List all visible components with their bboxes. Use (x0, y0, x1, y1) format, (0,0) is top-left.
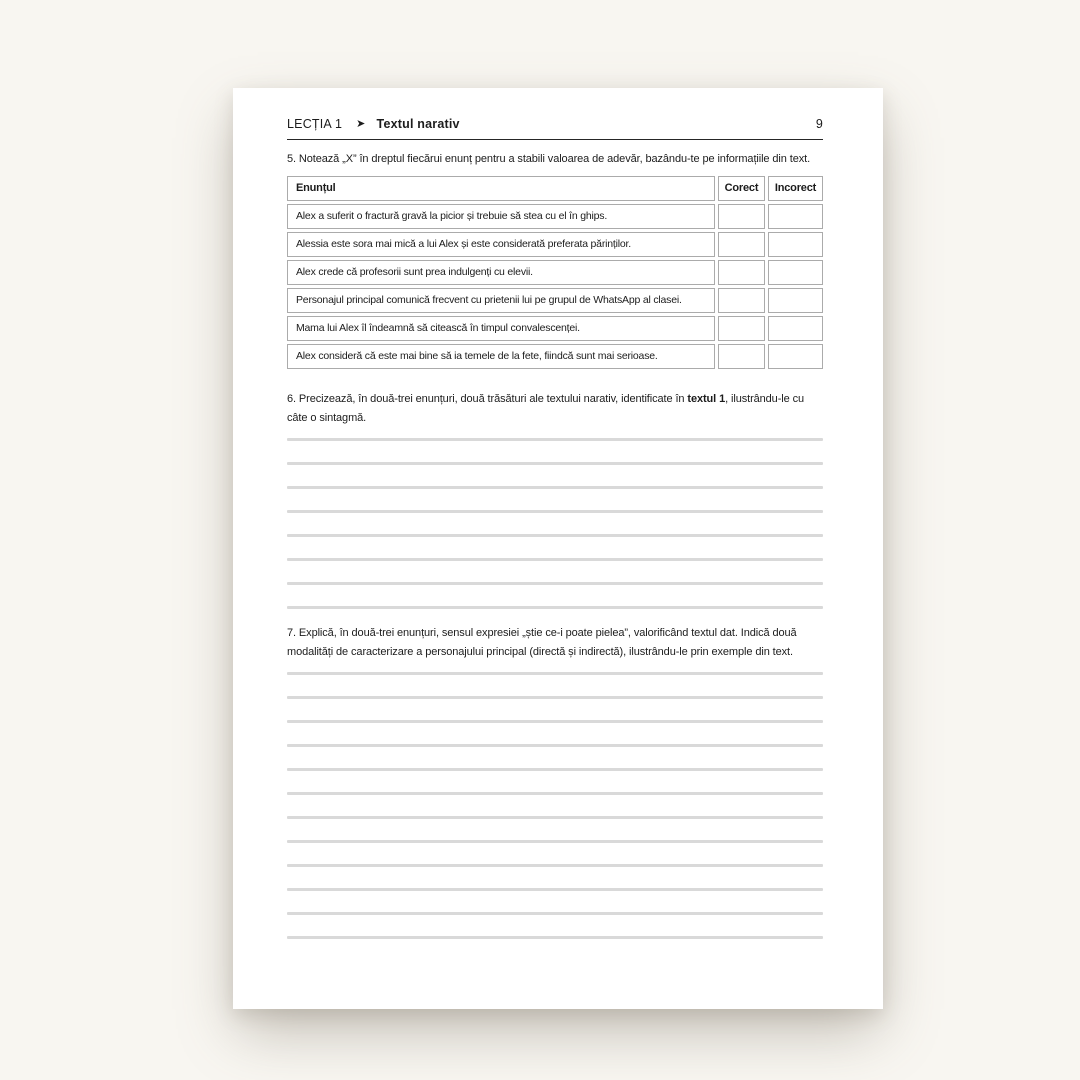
header-title: Textul narativ (376, 117, 460, 131)
incorect-answer-cell (768, 232, 823, 257)
answer-line (287, 720, 823, 723)
column-header-enunt: Enunțul (287, 176, 715, 201)
answer-line (287, 672, 823, 675)
statement-cell: Mama lui Alex îl îndeamnă să citească în timpul convalescenței. (287, 316, 715, 341)
answer-line (287, 768, 823, 771)
incorect-answer-cell (768, 316, 823, 341)
exercise-6-text-before: 6. Precizează, în două-trei enunțuri, două trăsături ale textului narativ, identificate în (287, 393, 688, 405)
answer-line (287, 582, 823, 585)
page-number: 9 (815, 117, 823, 131)
incorect-answer-cell (768, 288, 823, 313)
exercise-6-text-after: , ilustrându-le cu câte o sintagmă. (287, 393, 804, 424)
statement-cell: Alessia este sora mai mică a lui Alex și este considerată preferata părinților. (287, 232, 715, 257)
table-row (287, 344, 823, 369)
corect-answer-cell (718, 344, 765, 369)
answer-line (287, 792, 823, 795)
statement-cell: Alex consideră că este mai bine să ia temele de la fete, fiindcă sunt mai serioase. (287, 344, 715, 369)
statement-cell: Personajul principal comunică frecvent cu prietenii lui pe grupul de WhatsApp al clasei. (287, 288, 715, 313)
answer-line (287, 840, 823, 843)
answer-line (287, 558, 823, 561)
answer-line (287, 912, 823, 915)
answer-line (287, 864, 823, 867)
statement-cell: Alex a suferit o fractură gravă la picior și trebuie să stea cu el în ghips. (287, 204, 715, 229)
statements-table (284, 173, 826, 372)
table-row (287, 316, 823, 341)
lesson-label: LECȚIA 1 (287, 117, 343, 131)
answer-line (287, 510, 823, 513)
incorect-answer-cell (768, 204, 823, 229)
arrow-icon: ➤ (356, 117, 366, 130)
header-divider (287, 139, 823, 140)
document-page (233, 88, 883, 1009)
answer-line (287, 486, 823, 489)
answer-lines-exercise-7 (287, 672, 823, 939)
answer-line (287, 696, 823, 699)
table-row (287, 204, 823, 229)
answer-line (287, 936, 823, 939)
column-header-incorect: Incorect (768, 176, 823, 201)
corect-answer-cell (718, 232, 765, 257)
corect-answer-cell (718, 204, 765, 229)
corect-answer-cell (718, 288, 765, 313)
exercise-6-prompt (287, 390, 823, 428)
column-header-corect: Corect (718, 176, 765, 201)
table-row (287, 260, 823, 285)
answer-line (287, 744, 823, 747)
page-header (287, 117, 823, 131)
table-row (287, 232, 823, 257)
answer-lines-exercise-6 (287, 438, 823, 609)
answer-line (287, 438, 823, 441)
table-row (287, 288, 823, 313)
incorect-answer-cell (768, 260, 823, 285)
table-header-row (287, 176, 823, 201)
corect-answer-cell (718, 316, 765, 341)
exercise-5-prompt: 5. Notează „X” în dreptul fiecărui enunț pentru a stabili valoarea de adevăr, bazându-te pe informațiile din text. (287, 153, 811, 165)
exercise-6-bold-text: textul 1 (687, 393, 726, 405)
answer-line (287, 606, 823, 609)
answer-line (287, 888, 823, 891)
answer-line (287, 534, 823, 537)
incorect-answer-cell (768, 344, 823, 369)
exercise-7-prompt: 7. Explică, în două-trei enunțuri, sensul expresiei „știe ce-i poate pielea”, valorificând textul dat. Indică două modalități de caracterizare a personajului principal (directă și indirectă), ilustrându-le prin exemple din text. (287, 627, 797, 658)
answer-line (287, 462, 823, 465)
statement-cell: Alex crede că profesorii sunt prea indulgenți cu elevii. (287, 260, 715, 285)
corect-answer-cell (718, 260, 765, 285)
answer-line (287, 816, 823, 819)
